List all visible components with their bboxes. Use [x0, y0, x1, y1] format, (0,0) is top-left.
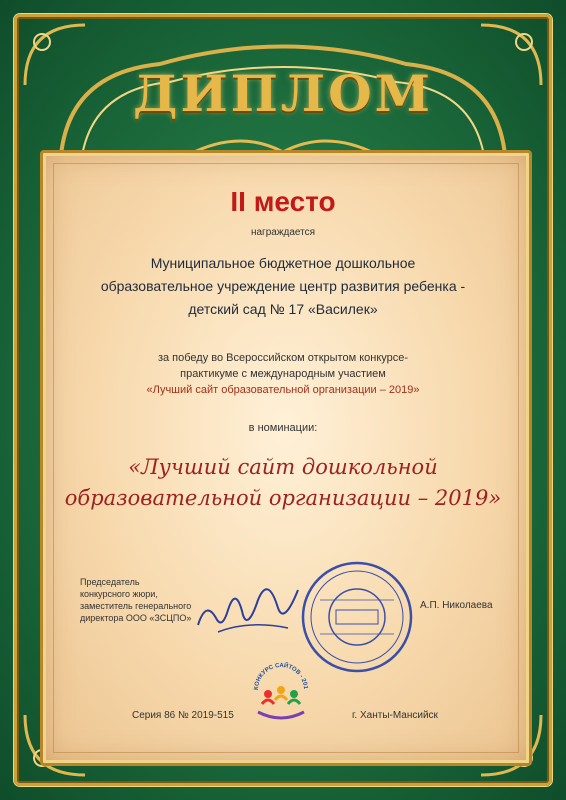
- city-name: г. Ханты-Мансийск: [352, 710, 438, 721]
- nomination-line-1: «Лучший сайт дошкольной: [128, 455, 438, 479]
- handwritten-signature: [188, 570, 308, 640]
- series-number: Серия 86 № 2019-515: [132, 710, 234, 721]
- signatory-line-1: Председатель: [80, 577, 140, 587]
- victory-line-2: практикуме с международным участием: [180, 368, 386, 380]
- organization-name: [100, 252, 466, 321]
- signatory-position: [80, 576, 191, 624]
- official-stamp: [300, 560, 414, 674]
- svg-text:КОНКУРС САЙТОВ - 2019: [248, 660, 308, 690]
- signatory-name: А.П. Николаева: [420, 600, 493, 611]
- contest-logo: [248, 660, 314, 726]
- organization-line-3: детский сад № 17 «Василек»: [188, 301, 378, 317]
- signatory-line-4: директора ООО «ЗСЦПО»: [80, 613, 192, 623]
- organization-line-1: Муниципальное бюджетное дошкольное: [150, 255, 416, 271]
- contest-name: «Лучший сайт образовательной организации – 2019»: [146, 384, 420, 396]
- nomination-line-2: образовательной организации – 2019»: [64, 486, 502, 510]
- nomination-label: в номинации:: [248, 422, 318, 434]
- awarded-label: награждается: [250, 227, 316, 238]
- nomination-title: [60, 452, 506, 514]
- diploma-title: ДИПЛОМ: [132, 64, 434, 123]
- signatory-line-2: конкурсного жюри,: [80, 589, 158, 599]
- victory-line-1: за победу во Всероссийском открытом конкурсе-: [157, 352, 409, 364]
- organization-line-2: образовательное учреждение центр развития ребенка -: [100, 278, 466, 294]
- signatory-line-3: заместитель генерального: [80, 601, 192, 611]
- place-heading: II место: [230, 186, 336, 217]
- logo-arc-text: КОНКУРС САЙТОВ - 201: [253, 662, 309, 691]
- victory-text: [100, 350, 466, 398]
